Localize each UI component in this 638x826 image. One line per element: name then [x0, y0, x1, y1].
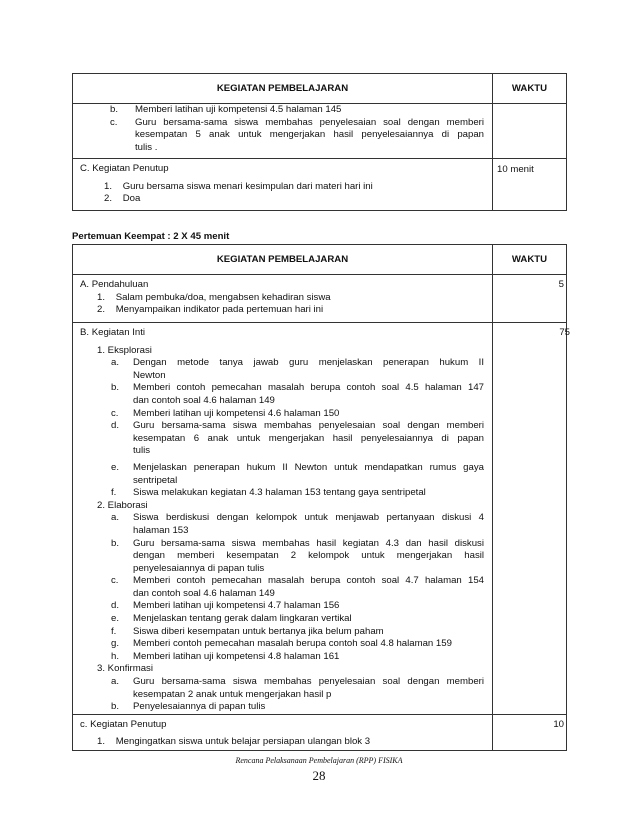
list-item: Doa	[122, 193, 141, 205]
waktu-cell	[493, 714, 567, 750]
waktu-cell: 10 menit	[493, 159, 567, 211]
list-item: Menyampaikan indikator pada pertemuan hari ini	[115, 304, 324, 316]
list-item-line: Newton	[133, 369, 166, 381]
item-marker: d.	[111, 420, 120, 432]
item-marker: 2.	[104, 193, 113, 205]
item-marker: g.	[111, 638, 120, 650]
section-title: B. Kegiatan Inti	[80, 327, 146, 338]
penutup-cell	[73, 159, 493, 211]
item-marker: f.	[111, 625, 117, 637]
subsection-title: 1. Eksplorasi	[97, 344, 152, 356]
list-item-line: halaman 153	[133, 524, 189, 536]
list-item-line: Memberi contoh pemecahan masalah berupa contoh soal 4.5 halaman 147	[133, 382, 484, 394]
list-item: Memberi contoh pemecahan masalah berupa contoh soal 4.8 halaman 159	[133, 638, 452, 650]
list-item-line: Guru bersama-sama siswa membahas hasil kegiatan 4.3 dan hasil diskusi	[133, 537, 484, 549]
item-marker: b.	[111, 382, 120, 394]
page-number: 28	[312, 768, 326, 783]
item-marker: 1.	[104, 180, 113, 192]
section-title: C. Kegiatan Penutup	[80, 163, 169, 174]
item-marker: 2.	[97, 304, 106, 316]
list-item-line: sentripetal	[133, 474, 178, 486]
subsection-title: 2. Elaborasi	[97, 499, 148, 511]
item-marker: c.	[111, 407, 119, 419]
list-item-line: Guru bersama-sama siswa membahas penyelesaian soal dengan memberi	[133, 420, 484, 432]
item-marker: b.	[110, 104, 119, 115]
penutup-cell	[73, 714, 493, 750]
list-item: Salam pembuka/doa, mengabsen kehadiran siswa	[115, 291, 331, 303]
list-item-line: kesempatan 6 anak untuk mengerjakan hasil penyelesaiannya di papan	[133, 432, 484, 444]
list-item: Siswa melakukan kegiatan 4.3 halaman 153 tentang gaya sentripetal	[133, 487, 426, 499]
activity-table-continued	[72, 73, 567, 211]
list-item: Menjelaskan tentang gerak dalam lingkaran vertikal	[133, 613, 352, 625]
list-item-line: Guru bersama-sama siswa membahas penyelesaian soal dengan memberi	[133, 676, 484, 688]
section-title: c. Kegiatan Penutup	[80, 718, 167, 730]
activity-table-meeting-4	[72, 244, 570, 751]
item-marker: d.	[111, 600, 120, 612]
list-item: Memberi latihan uji kompetensi 4.5 halaman 145	[135, 104, 342, 115]
list-item-line: dan contoh soal 4.6 halaman 149	[133, 394, 275, 406]
list-item-line: Siswa berdiskusi dengan kelompok untuk menjawab pertanyaan diskusi 4	[133, 512, 484, 524]
meeting-title: Pertemuan Keempat : 2 X 45 menit	[72, 231, 230, 242]
waktu-value: 5	[558, 279, 564, 290]
item-marker: f.	[111, 487, 117, 499]
pendahuluan-cell	[73, 275, 493, 323]
inti-cell	[73, 323, 493, 715]
item-marker: b.	[111, 537, 120, 549]
waktu-cell	[493, 275, 567, 323]
item-marker: a.	[111, 676, 120, 688]
item-marker: a.	[111, 357, 120, 369]
list-item-line: tulis .	[135, 141, 158, 153]
item-marker: h.	[111, 650, 120, 662]
footer-document-title: Rencana Pelaksanaan Pembelajaran (RPP) FISIKA	[235, 756, 403, 765]
list-item: Mengingatkan siswa untuk belajar persiapan ulangan blok 3	[115, 736, 371, 748]
list-item: Memberi latihan uji kompetensi 4.7 halaman 156	[133, 600, 340, 612]
list-item-line: tulis	[133, 445, 151, 457]
list-item-line: kesempatan 2 anak untuk mengerjakan hasil p	[133, 688, 332, 700]
list-item-line: kesempatan 5 anak untuk mengerjakan hasil penyelesaiannya di papan	[135, 129, 484, 141]
item-marker: a.	[111, 512, 120, 524]
header-waktu: WAKTU	[493, 74, 567, 104]
item-marker: c.	[111, 575, 119, 587]
list-item: Guru bersama siswa menari kesimpulan dari materi hari ini	[122, 180, 373, 192]
list-item: Penyelesaiannya di papan tulis	[133, 701, 266, 713]
item-marker: 1.	[97, 736, 106, 748]
list-item-line: Guru bersama-sama siswa membahas penyelesaian soal dengan memberi	[135, 116, 484, 128]
list-item-line: penyelesaiannya di papan tulis	[133, 562, 265, 574]
closing-steps-cell	[73, 104, 493, 159]
item-marker: e.	[111, 613, 120, 625]
header-kegiatan: KEGIATAN PEMBELAJARAN	[73, 74, 493, 104]
list-item: Memberi latihan uji kompetensi 4.6 halaman 150	[133, 407, 340, 419]
item-marker: e.	[111, 461, 120, 473]
header-kegiatan: KEGIATAN PEMBELAJARAN	[73, 245, 493, 275]
item-marker: c.	[110, 116, 118, 128]
list-item-line: Memberi contoh pemecahan masalah berupa contoh soal 4.7 halaman 154	[133, 575, 484, 587]
list-item-line: Menjelaskan penerapan hukum II Newton untuk mendapatkan rumus gaya	[133, 461, 484, 473]
item-marker: 1.	[97, 291, 106, 303]
section-title: A. Pendahuluan	[80, 279, 149, 290]
waktu-value: 10	[553, 718, 564, 730]
list-item-line: dengan memberi kesempatan 2 kelompok untuk mengerjakan hasil	[133, 550, 484, 562]
list-item-line: Dengan metode tanya jawab guru menjelaskan penerapan hukum II	[133, 357, 484, 369]
item-marker: b.	[111, 701, 120, 713]
list-item-line: dan contoh soal 4.6 halaman 149	[133, 587, 275, 599]
header-waktu: WAKTU	[493, 245, 567, 275]
waktu-cell	[493, 104, 567, 159]
list-item: Siswa diberi kesempatan untuk bertanya jika belum paham	[133, 625, 384, 637]
list-item: Memberi latihan uji kompetensi 4.8 halaman 161	[133, 650, 340, 662]
waktu-cell	[493, 323, 570, 715]
subsection-title: 3. Konfirmasi	[97, 663, 153, 675]
waktu-value: 75	[559, 327, 570, 338]
